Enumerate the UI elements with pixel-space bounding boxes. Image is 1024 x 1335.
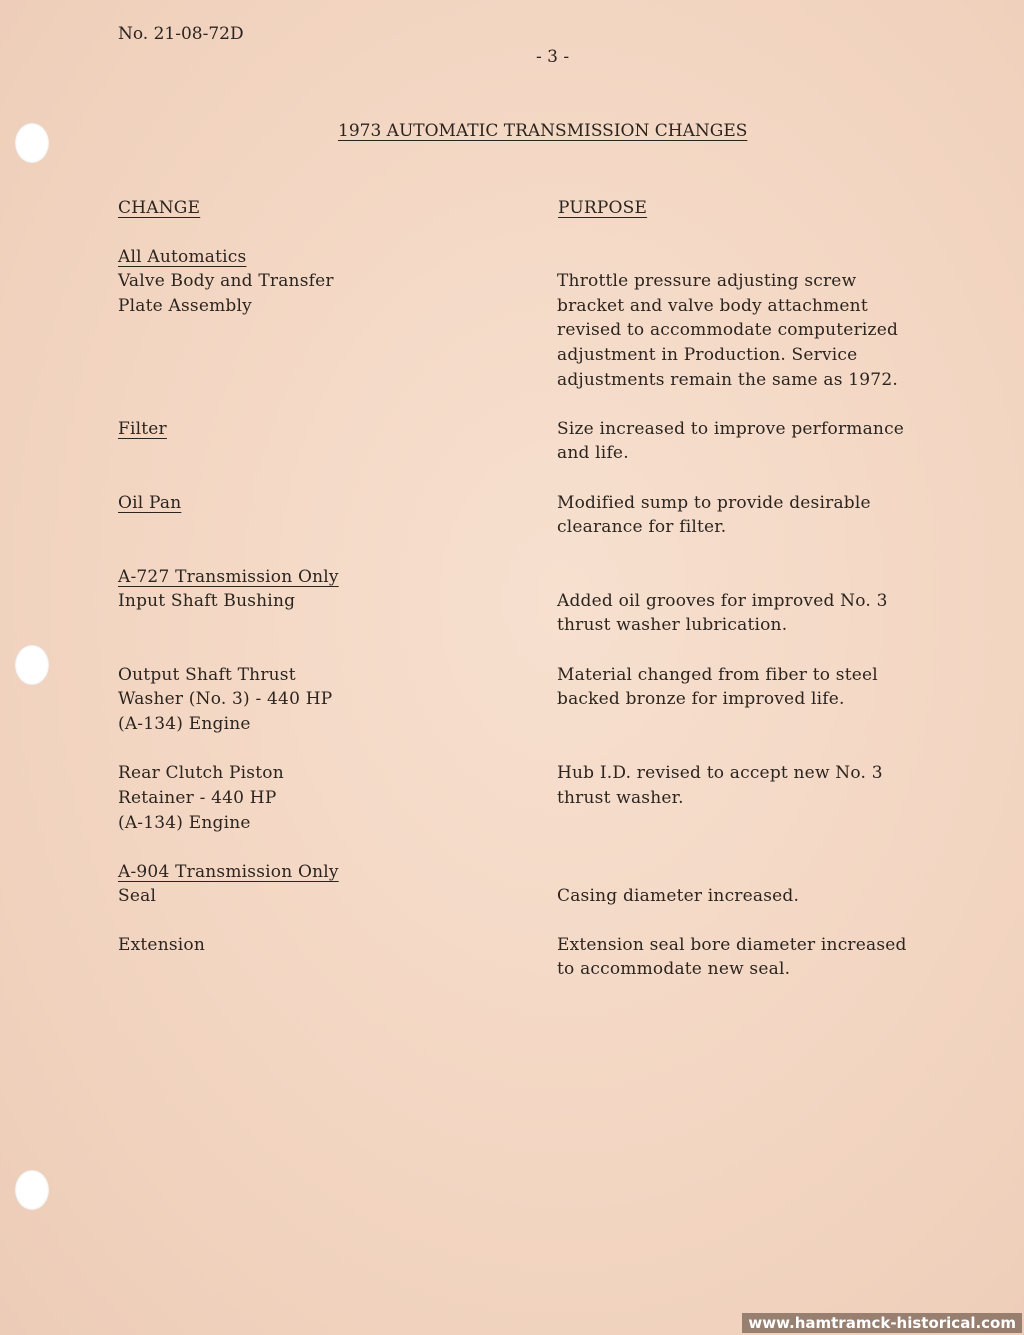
change-text: (A-134) Engine xyxy=(118,714,251,734)
punch-hole xyxy=(15,645,49,685)
purpose-text: adjustment in Production. Service xyxy=(557,345,858,365)
purpose-text: Hub I.D. revised to accept new No. 3 xyxy=(557,763,883,783)
site-watermark: www.hamtramck-historical.com xyxy=(742,1313,1022,1333)
page-number: - 3 - xyxy=(536,47,570,67)
purpose-text: backed bronze for improved life. xyxy=(557,689,845,709)
punch-hole xyxy=(15,123,49,163)
purpose-text: bracket and valve body attachment xyxy=(557,296,868,316)
section-heading-a904: A-904 Transmission Only xyxy=(118,862,339,882)
purpose-text: Material changed from fiber to steel xyxy=(557,665,878,685)
column-header-change: CHANGE xyxy=(118,198,201,218)
change-text: Oil Pan xyxy=(118,493,182,513)
change-text: Seal xyxy=(118,886,157,906)
purpose-text: Throttle pressure adjusting screw xyxy=(557,271,857,291)
change-text: Washer (No. 3) - 440 HP xyxy=(118,689,333,709)
punch-hole xyxy=(15,1170,49,1210)
change-text: Input Shaft Bushing xyxy=(118,591,296,611)
section-heading-all-automatics: All Automatics xyxy=(118,247,247,267)
purpose-text: thrust washer lubrication. xyxy=(557,615,788,635)
purpose-text: thrust washer. xyxy=(557,788,684,808)
page-title: 1973 AUTOMATIC TRANSMISSION CHANGES xyxy=(338,121,748,141)
purpose-text: Casing diameter increased. xyxy=(557,886,800,906)
change-text: Plate Assembly xyxy=(118,296,252,316)
change-text: Rear Clutch Piston xyxy=(118,763,284,783)
purpose-text: to accommodate new seal. xyxy=(557,959,791,979)
change-text: Retainer - 440 HP xyxy=(118,788,277,808)
change-text: Output Shaft Thrust xyxy=(118,665,296,685)
purpose-text: Added oil grooves for improved No. 3 xyxy=(557,591,888,611)
purpose-text: adjustments remain the same as 1972. xyxy=(557,370,898,390)
purpose-text: clearance for filter. xyxy=(557,517,727,537)
bulletin-number: No. 21-08-72D xyxy=(118,24,244,44)
purpose-text: Extension seal bore diameter increased xyxy=(557,935,907,955)
change-text: Filter xyxy=(118,419,167,439)
purpose-text: and life. xyxy=(557,443,629,463)
purpose-text: Modified sump to provide desirable xyxy=(557,493,871,513)
purpose-text: Size increased to improve performance xyxy=(557,419,905,439)
change-text: (A-134) Engine xyxy=(118,813,251,833)
section-heading-a727: A-727 Transmission Only xyxy=(118,567,339,587)
purpose-text: revised to accommodate computerized xyxy=(557,320,899,340)
change-text: Extension xyxy=(118,935,205,955)
change-text: Valve Body and Transfer xyxy=(118,271,334,291)
column-header-purpose: PURPOSE xyxy=(558,198,648,218)
